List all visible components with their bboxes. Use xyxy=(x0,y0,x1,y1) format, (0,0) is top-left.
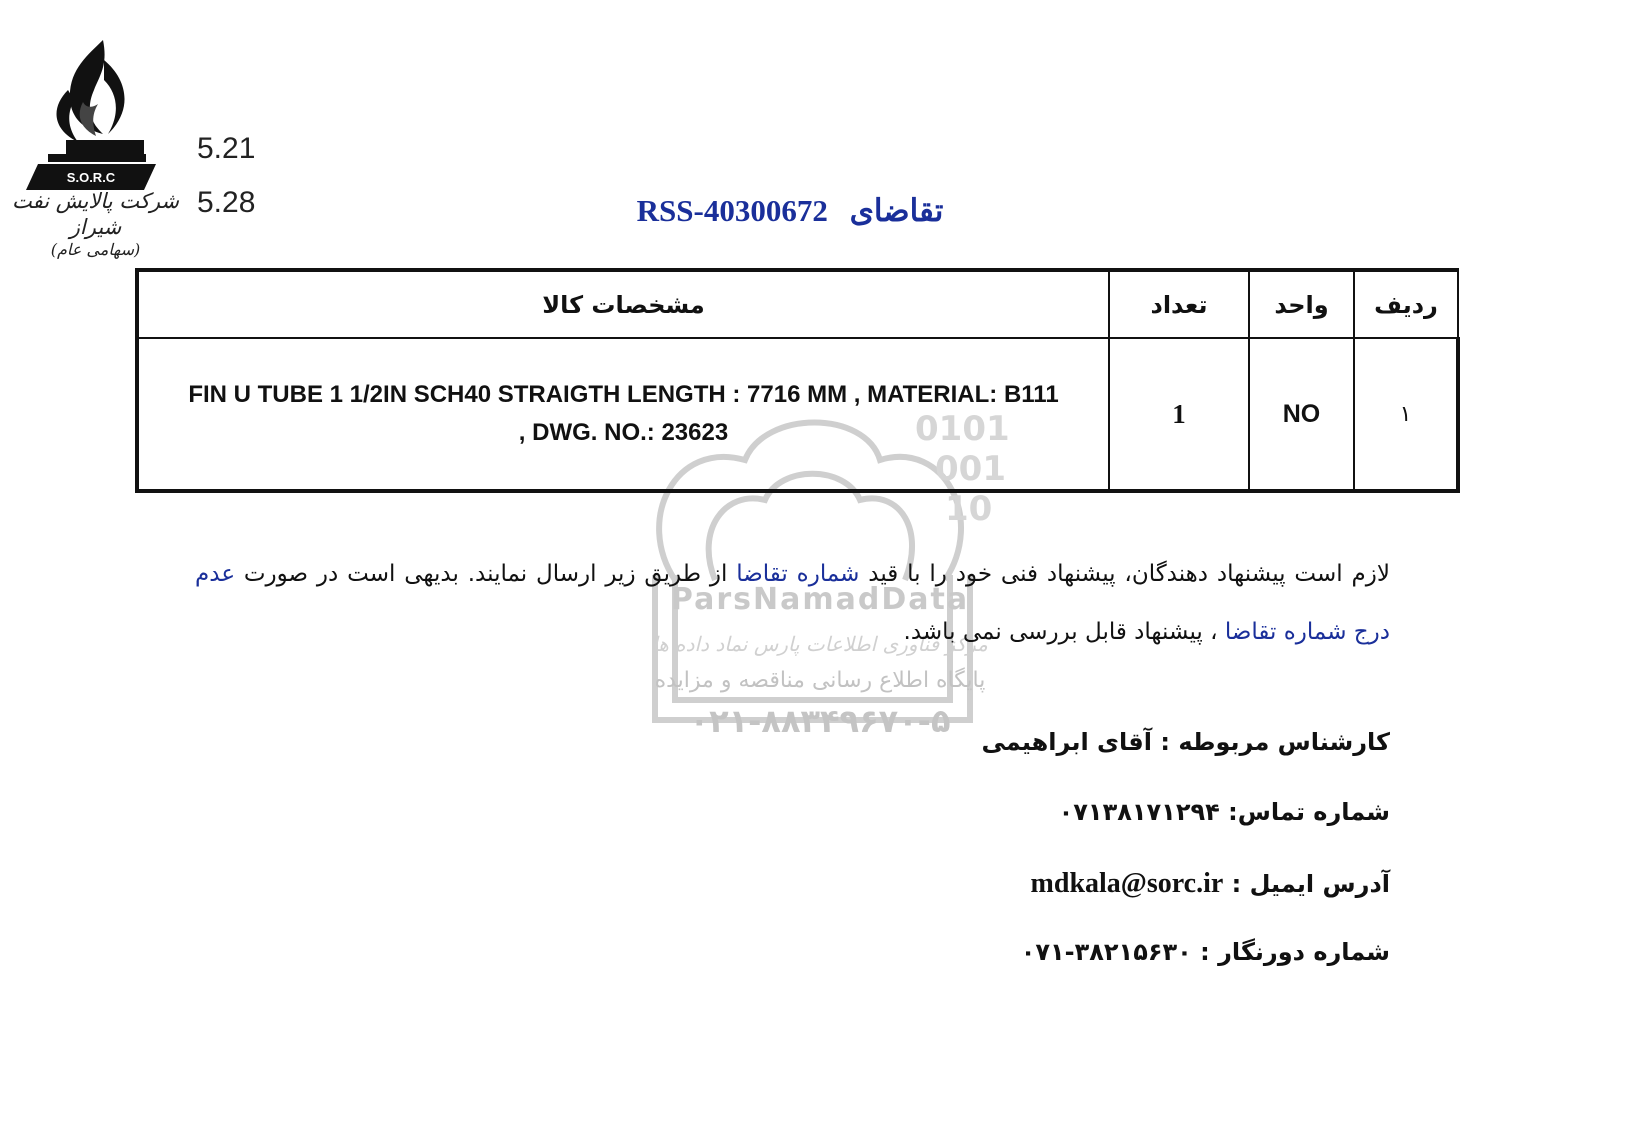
cell-quantity: 1 xyxy=(1109,338,1249,491)
notice-paragraph xyxy=(195,545,1390,661)
logo-company-text xyxy=(8,188,183,260)
phone-label: شماره تماس: xyxy=(1228,798,1390,826)
company-name: شرکت پالایش نفت شیراز xyxy=(11,189,180,239)
cell-row-number: ۱ xyxy=(1354,338,1458,491)
svg-text:0101: 0101 xyxy=(915,409,1010,449)
table-header-row xyxy=(137,270,1458,338)
header-quantity: تعداد xyxy=(1109,270,1249,338)
expert-name: آقای ابراهیمی xyxy=(981,728,1152,756)
header-description: مشخصات کالا xyxy=(137,270,1109,338)
refinery-flame-icon xyxy=(8,30,168,190)
table-row xyxy=(137,338,1458,491)
cell-unit: NO xyxy=(1249,338,1354,491)
expert-label: کارشناس مربوطه : xyxy=(1160,728,1390,756)
contact-fax xyxy=(1021,938,1390,966)
notice-text-2: از طریق زیر ارسال نمایند. بدیهی است در صورت xyxy=(235,561,737,587)
contact-email xyxy=(1031,868,1390,900)
fax-value: ۰۷۱-۳۸۲۱۵۶۳۰ xyxy=(1020,938,1192,966)
watermark-line-2: پایگاه اطلاع رسانی مناقصه و مزایده xyxy=(654,668,986,693)
request-label: تقاضای xyxy=(849,193,944,228)
contact-phone xyxy=(1059,798,1390,826)
header-row-number: ردیف xyxy=(1354,270,1458,338)
header-unit: واحد xyxy=(1249,270,1354,338)
contact-expert xyxy=(981,728,1390,756)
description-line-1: FIN U TUBE 1 1/2IN SCH40 STRAIGTH LENGTH : 7716 MM , MATERIAL: B111 xyxy=(188,381,1059,408)
phone-value: ۰۷۱۳۸۱۷۱۲۹۴ xyxy=(1058,798,1220,826)
company-logo xyxy=(8,30,198,260)
watermark-line-1: مرکز فناوری اطلاعات پارس نماد داده ها xyxy=(652,632,988,656)
svg-text:001: 001 xyxy=(935,449,1006,489)
notice-text-1: لازم است پیشنهاد دهندگان، پیشنهاد فنی خود را با قید xyxy=(859,561,1390,587)
revision-number-1: 5.21 xyxy=(197,132,256,165)
logo-badge-text: S.O.R.C xyxy=(66,170,116,185)
request-number: RSS-40300672 xyxy=(636,193,828,228)
notice-text-3: ، پیشنهاد قابل بررسی نمی باشد. xyxy=(903,619,1225,645)
notice-highlight-1: شماره تقاضا xyxy=(736,561,860,587)
cell-description xyxy=(137,338,1109,491)
svg-text:10: 10 xyxy=(945,489,993,529)
revision-number-2: 5.28 xyxy=(197,186,256,219)
description-line-2: , DWG. NO.: 23623 xyxy=(518,419,729,446)
notice-highlight-2: عدم درج شماره تقاضا xyxy=(195,561,1390,645)
company-type: (سهامی عام) xyxy=(50,240,141,259)
fax-label: شماره دورنگار : xyxy=(1200,938,1390,966)
email-value: mdkala@sorc.ir xyxy=(1030,868,1224,899)
watermark-phone: ۰۲۱-۸۸۳۴۹۶۷۰-۵ xyxy=(689,702,951,740)
watermark-brand: ParsNamadData xyxy=(670,582,970,617)
request-title xyxy=(600,193,980,229)
items-table xyxy=(135,268,1460,493)
email-label: آدرس ایمیل : xyxy=(1231,870,1390,898)
